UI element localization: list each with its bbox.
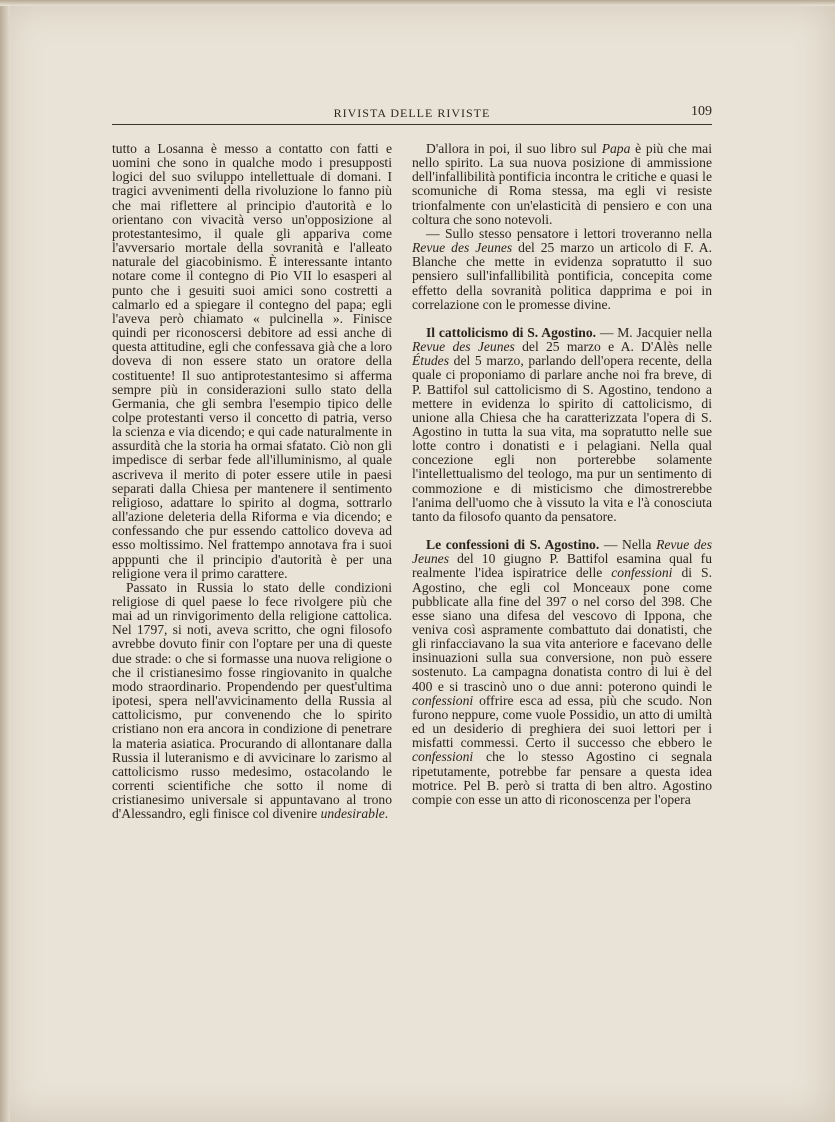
italic-title: Revue des Jeunes (412, 240, 513, 256)
italic-word: confessioni (412, 749, 474, 765)
paragraph-text: D'allora in poi, il suo libro sul (426, 141, 602, 156)
paragraph-text: — Nella (599, 537, 657, 553)
section-cattolicismo (412, 326, 712, 524)
paragraph-text: del 5 marzo, parlando dell'opera recente, della quale ci proponiamo di parlare anche noi fra breve, di P. Battifol sul cattolicismo di S. Agostino, tendono a mettere in evidenza lo spirito di cattolicismo, di unione alla Chiesa che ha caratterizzata l'opera di S. Agostino in tutta la sua vita, ma sopratutto nelle sue lotte contro i donatisti e i pelagiani. Nella qual concezione egli non porterebbe solamente l'intellettualismo del teologo, ma pur un sentimento di commozione e di misticismo che dimostrerebbe l'anima dell'uomo che à vissuto la vita e l'à conosciuta tanto da filosofo quanto da pensatore. (412, 353, 712, 524)
left-column (112, 142, 392, 822)
page-number: 109 (691, 104, 712, 119)
section-confessioni (412, 538, 712, 807)
italic-title: Études (412, 353, 449, 369)
running-title: RIVISTA DELLE RIVISTE (333, 106, 491, 120)
paragraph-end: . (384, 806, 389, 822)
italic-title: Papa (601, 141, 631, 156)
paragraph-text: Passato in Russia lo stato delle condizioni religiose di quel paese lo fece rivolgere più che mai ad un rinvigorimento della religione cattolica. Nel 1797, si noti, aveva scritto, che ogni filosofo avrebbe dovuto finir con l'optare per una di queste due strade: o che si formasse una nuova religione o che il cristianesimo fosse ringiovanito in qualche modo straordinario. Propendendo per quest'ultima ipotesi, spera nell'avvicinamento della Russia al cattolicismo, pur convenendo che lo spirito cristiano non era ancora in condizione di penetrare la materia asiatica. Procurando di allontanare dalla Russia il luteranismo e di avvicinare lo zarismo al cattolicismo russo medesimo, ostacolando le correnti scientifiche che sotto il nome di cristianesimo universale si appuntavano al trono d'Alessandro, egli finisce col divenire (112, 579, 392, 822)
paragraph-blanche (412, 227, 712, 312)
section-heading: Il cattolicismo di S. Agostino. (426, 324, 597, 340)
italic-word: undesirable (320, 806, 385, 822)
paragraph-text: del 10 giugno P. Battifol esamina qual fu realmente l'idea ispiratrice delle (412, 551, 712, 581)
paragraph-text: — M. Jacquier nella (596, 324, 712, 340)
paragraph-text: di S. Agostino, che egli col Monceaux pone come pubblicate alla fine del 397 o nel corso del 398. Che esse siano una difesa del vescovo di Ippona, che veniva così aspramente combattuto dai donatisti, che gli rinfacciavano la sua vita anteriore e facevano delle insinuazioni sulla sua conversione, non può essere sostenuto. La campagna donatista contro di lui è del 400 e si trascinò uno o due anni: poterono quindi le (412, 565, 712, 694)
paragraph-text: — Sullo stesso pensatore i lettori troveranno nella (426, 225, 712, 241)
paragraph-continued: tutto a Losanna è messo a contatto con fatti e uomini che sono in qualche modo i presupposti logici del suo sviluppo intellettuale di domani. I tragici avvenimenti della rivoluzione lo fanno più che mai riflettere al principio d'autorità e lo orientano con vivacità verso un'opposizione al protestantesimo, il quale gli appariva come l'avversario mortale della sovranità e l'alleato naturale del giacobinismo. È interessante intanto notare come il contegno di Pio VII lo esasperi al punto che i gesuiti suoi amici sono costretti a calmarlo ed a spiegare il contegno del papa; egli l'aveva però chiamato « pulcinella ». Finisce quindi per riconoscersi debitore ad essi anche di questa attitudine, egli che confessava già che a loro doveva di non essere stato un oratore della costituente! Il suo antiprotestantesimo si afferma sempre più in considerazioni sullo stato della Germania, che gli sembra l'esempio tipico delle colpe protestanti verso il concetto di patria, verso la scienza e via dicendo; e qui cade naturalmente in assurdità che la storia ha ormai sfatato. Ciò non gli impedisce di serbar fede all'illuminismo, al quale ascriveva il merito di poter essere utile in paesi separati dalla Chiesa per mantenere il sentimento religioso, adattare lo spirito al dogma, sottrarlo all'azione deleteria della Riforma e via dicendo; e confessando che pur essendo cattolico doveva ad esso moltissimo. Nel frattempo annotava fra i suoi apppunti che il principio d'autorità è per una religione vera il primo carattere. (112, 141, 392, 581)
right-column (412, 142, 712, 807)
paragraph-text: del 25 marzo e A. D'Alès nelle (514, 339, 712, 355)
paragraph-text: offrire esca ad essa, più che scudo. Non furono neppure, come vuole Possidio, un atto di umiltà ed un desiderio di preghiera dei suoi lettori per i misfatti commessi. Certo il successo che ebbero le (412, 692, 712, 751)
italic-word: confessioni (412, 692, 474, 708)
paragraph-text: è più che mai nello spirito. La sua nuova posizione di ammissione dell'infallibilità pontificia incontra le critiche e quasi le scomuniche di Roma stessa, ma egli vi resiste trionfalmente con un'elasticità di pensiero e con una coltura che sono notevoli. (412, 141, 712, 227)
section-heading: Le confessioni di S. Agostino. (426, 537, 600, 553)
italic-title: Revue des Jeunes (412, 339, 515, 355)
italic-word: confessioni (611, 565, 673, 581)
paragraph-text: del 25 marzo un articolo di F. A. Blanche che mette in evidenza sopratutto il suo pensiero sull'infallibilità pontificia, concepita come effetto della sovranità politica dapprima e poi in correlazione con le promesse divine. (412, 240, 713, 312)
paragraph-russia (112, 581, 392, 822)
paragraph-text: che lo stesso Agostino ci segnala ripetutamente, potrebbe far pensare a questa idea motrice. Pel B. però si tratta di ben altro. Agostino compie con esse un atto di riconoscenza per l'opera (412, 749, 712, 807)
paragraph-papa (412, 142, 712, 227)
running-header (112, 104, 712, 125)
italic-title: Revue des Jeunes (412, 537, 712, 567)
